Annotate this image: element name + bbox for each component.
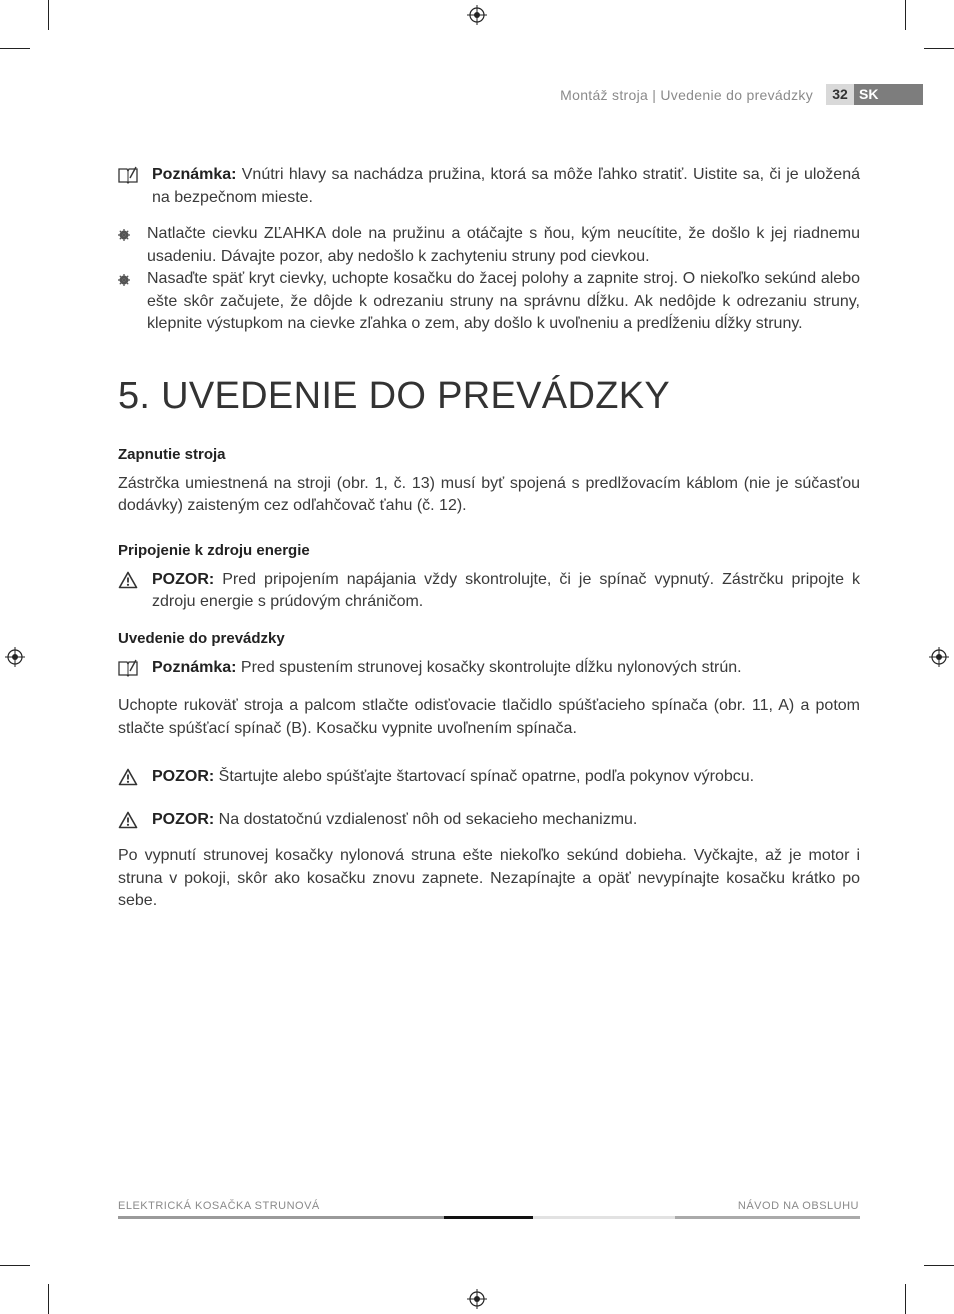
running-header: Montáž stroja | Uvedenie do prevádzky (560, 87, 813, 103)
registration-mark-icon (467, 1289, 487, 1309)
warning-label: POZOR: (152, 810, 215, 828)
crop-mark (0, 1265, 30, 1266)
registration-mark-icon (929, 647, 949, 667)
note-book-icon (118, 659, 138, 677)
warning-text: Pred pripojením napájania vždy skontrolujte, či je spínač vypnutý. Zástrčku pripojte k zdroju energie s prúdovým chráničom. (152, 570, 860, 610)
crop-mark (0, 48, 30, 49)
gear-bullet-icon (118, 274, 130, 286)
note-label: Poznámka: (152, 658, 237, 676)
registration-mark-icon (467, 5, 487, 25)
subheading: Zapnutie stroja (118, 445, 226, 463)
crop-mark (905, 0, 906, 30)
warning-triangle-icon (118, 768, 138, 786)
paragraph: Po vypnutí strunovej kosačky nylonová struna ešte niekoľko sekúnd dobieha. Vyčkajte, až je motor i struna v pokoji, skôr ako kosačku znovu zapnete. Nezapínajte a opäť nevypínajte kosačku krátko po sebe. (118, 847, 860, 909)
page-content (118, 164, 860, 913)
warning-triangle-icon (118, 811, 138, 829)
crop-mark (48, 1284, 49, 1314)
footer-rule (675, 1216, 860, 1219)
crop-mark (48, 0, 49, 30)
page-number: 32 (826, 84, 854, 105)
warning-block (118, 569, 860, 614)
note-label: Poznámka: (152, 166, 237, 183)
footer-rule (533, 1216, 675, 1219)
footer-rule (118, 1216, 444, 1219)
subheading: Uvedenie do prevádzky (118, 629, 285, 647)
footer-doc-title: NÁVOD NA OBSLUHU (737, 1200, 859, 1212)
note-book-icon (118, 166, 138, 184)
subheading: Pripojenie k zdroju energie (118, 541, 310, 559)
footer-rule-accent (444, 1216, 533, 1219)
note-block (118, 164, 860, 209)
warning-block (118, 766, 860, 789)
note-text: Vnútri hlavy sa nachádza pružina, ktorá sa môže ľahko stratiť. Uistite sa, či je uložená na bezpečnom mieste. (152, 166, 860, 206)
warning-text: Štartujte alebo spúšťajte štartovací spínač opatrne, podľa pokynov výrobcu. (214, 768, 755, 785)
warning-label: POZOR: (152, 570, 215, 588)
section-title: 5. UVEDENIE DO PREVÁDZKY (118, 374, 671, 417)
footer-product-title: ELEKTRICKÁ KOSAČKA STRUNOVÁ (118, 1200, 320, 1212)
list-item (118, 223, 860, 268)
bullet-text: Nasaďte späť kryt cievky, uchopte kosačku do žacej polohy a zapnite stroj. O niekoľko sekúnd alebo ešte skôr začujete, že dôjde k odrezaniu struny na správnu dĺžku. Ak nedôjde k odrezaniu struny, klepnite výstupkom na cievke zľahka o zem, aby došlo k uvoľneniu a predĺženiu dĺžky struny. (147, 270, 860, 332)
language-badge: SK (854, 84, 923, 105)
crop-mark (924, 48, 954, 49)
crop-mark (924, 1265, 954, 1266)
warning-triangle-icon (118, 571, 138, 589)
paragraph: Uchopte rukoväť stroja a palcom stlačte odisťovacie tlačidlo spúšťacieho spínača (obr. 11, A) a potom stlačte spúšťací spínač (B). Kosačku vypnite uvoľnením spínača. (118, 697, 860, 737)
warning-text: Na dostatočnú vzdialenosť nôh od sekacieho mechanizmu. (214, 810, 638, 828)
note-block (118, 657, 860, 680)
gear-bullet-icon (118, 229, 130, 241)
warning-block (118, 809, 860, 832)
registration-mark-icon (5, 647, 25, 667)
list-item (118, 268, 860, 336)
bullet-text: Natlačte cievku ZĽAHKA dole na pružinu a otáčajte s ňou, kým neucítite, že došlo k jej riadnemu usadeniu. Dávajte pozor, aby nedošlo k zachyteniu struny pod cievkou. (147, 225, 860, 265)
crop-mark (905, 1284, 906, 1314)
note-text: Pred spustením strunovej kosačky skontrolujte dĺžku nylonových strún. (236, 658, 742, 676)
paragraph: Zástrčka umiestnená na stroji (obr. 1, č. 13) musí byť spojená s predlžovacím káblom (nie je súčasťou dodávky) zaisteným cez odľahčovač ťahu (č. 12). (118, 474, 860, 514)
warning-label: POZOR: (152, 768, 215, 785)
